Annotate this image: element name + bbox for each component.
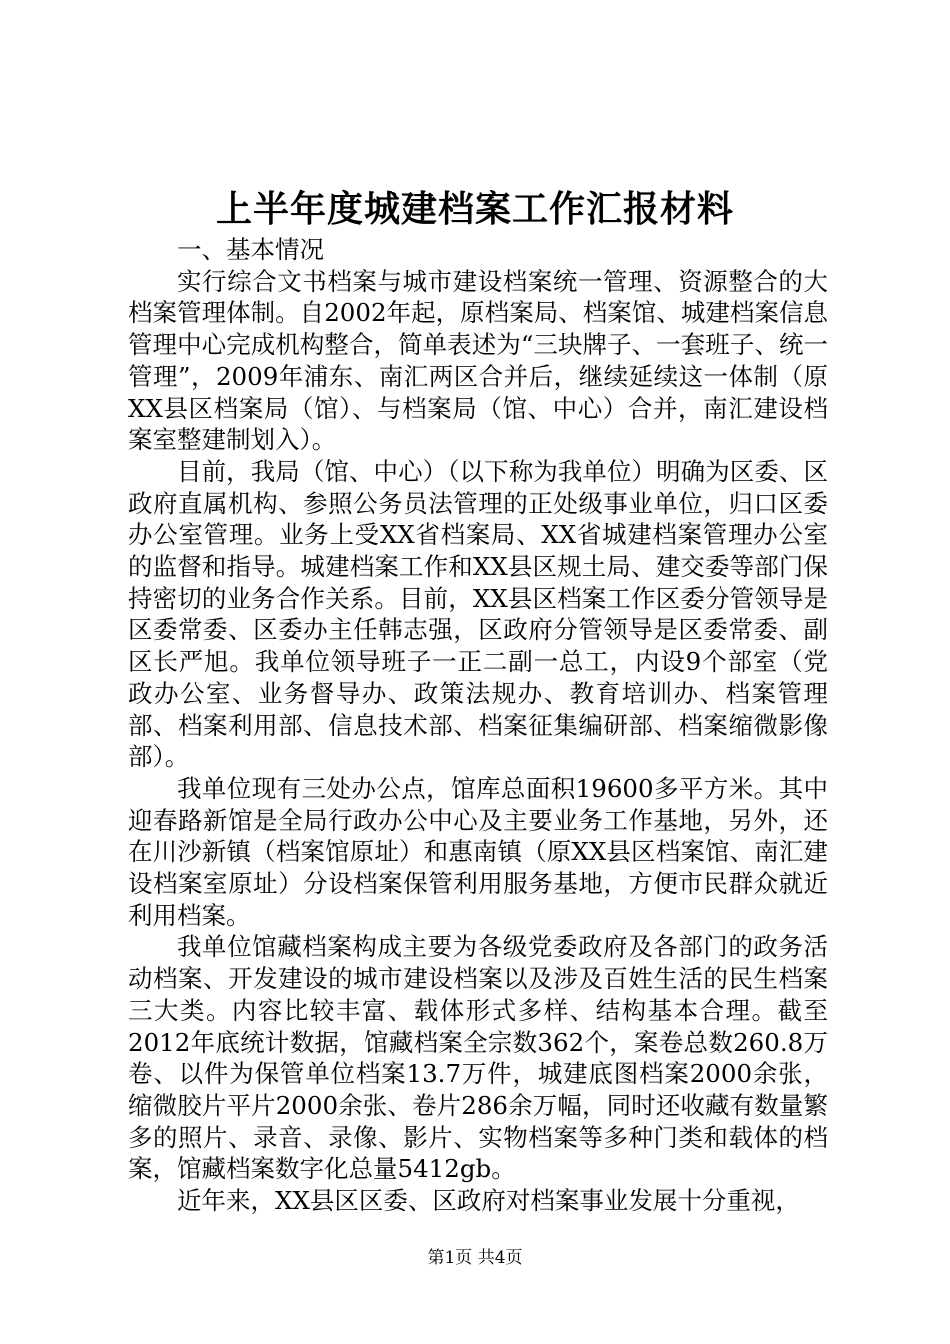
section-heading: 一、基本情况 — [177, 235, 324, 264]
document-body — [128, 234, 828, 1217]
paragraph: 我单位馆藏档案构成主要为各级党委政府及各部门的政务活动档案、开发建设的城市建设档案以及涉及百姓生活的民生档案三大类。内容比较丰富、载体形式多样、结构基本合理。截至2012年底统计数据，馆藏档案全宗数362个，案卷总数260.8万卷、以件为保管单位档案13.7万件，城建底图档案2000余张，缩微胶片平片2000余张、卷片286余万幅，同时还收藏有数量繁多的照片、录音、录像、影片、实物档案等多种门类和载体的档案，馆藏档案数字化总量5412gb。 — [128, 932, 828, 1184]
paragraph: 目前，我局（馆、中心）（以下称为我单位）明确为区委、区政府直属机构、参照公务员法管理的正处级事业单位，归口区委办公室管理。业务上受XX省档案局、XX省城建档案管理办公室的监督和指导。城建档案工作和XX县区规土局、建交委等部门保持密切的业务合作关系。目前，XX县区档案工作区委分管领导是区委常委、区委办主任韩志强，区政府分管领导是区委常委、副区长严旭。我单位领导班子一正二副一总工，内设9个部室（党政办公室、业务督导办、政策法规办、教育培训办、档案管理部、档案利用部、信息技术部、档案征集编研部、档案缩微影像部）。 — [128, 456, 828, 772]
document-title: 上半年度城建档案工作汇报材料 — [215, 188, 734, 230]
paragraph: 近年来，XX县区区委、区政府对档案事业发展十分重视， — [177, 1186, 800, 1216]
paragraph: 实行综合文书档案与城市建设档案统一管理、资源整合的大档案管理体制。自2002年起，原档案局、档案馆、城建档案信息管理中心完成机构整合，简单表述为“三块牌子、一套班子、统一管理”，2009年浦东、南汇两区合并后，继续延续这一体制（原XX县区档案局（馆）、与档案局（馆、中心）合并，南汇建设档案室整建制划入）。 — [128, 266, 828, 455]
paragraph: 我单位现有三处办公点，馆库总面积19600多平方米。其中迎春路新馆是全局行政办公中心及主要业务工作基地，另外，还在川沙新镇（档案馆原址）和惠南镇（原XX县区档案馆、南汇建设档案室原址）分设档案保管利用服务基地，方便市民群众就近利用档案。 — [128, 773, 828, 930]
page-footer: 第1页 共4页 — [427, 1248, 523, 1268]
